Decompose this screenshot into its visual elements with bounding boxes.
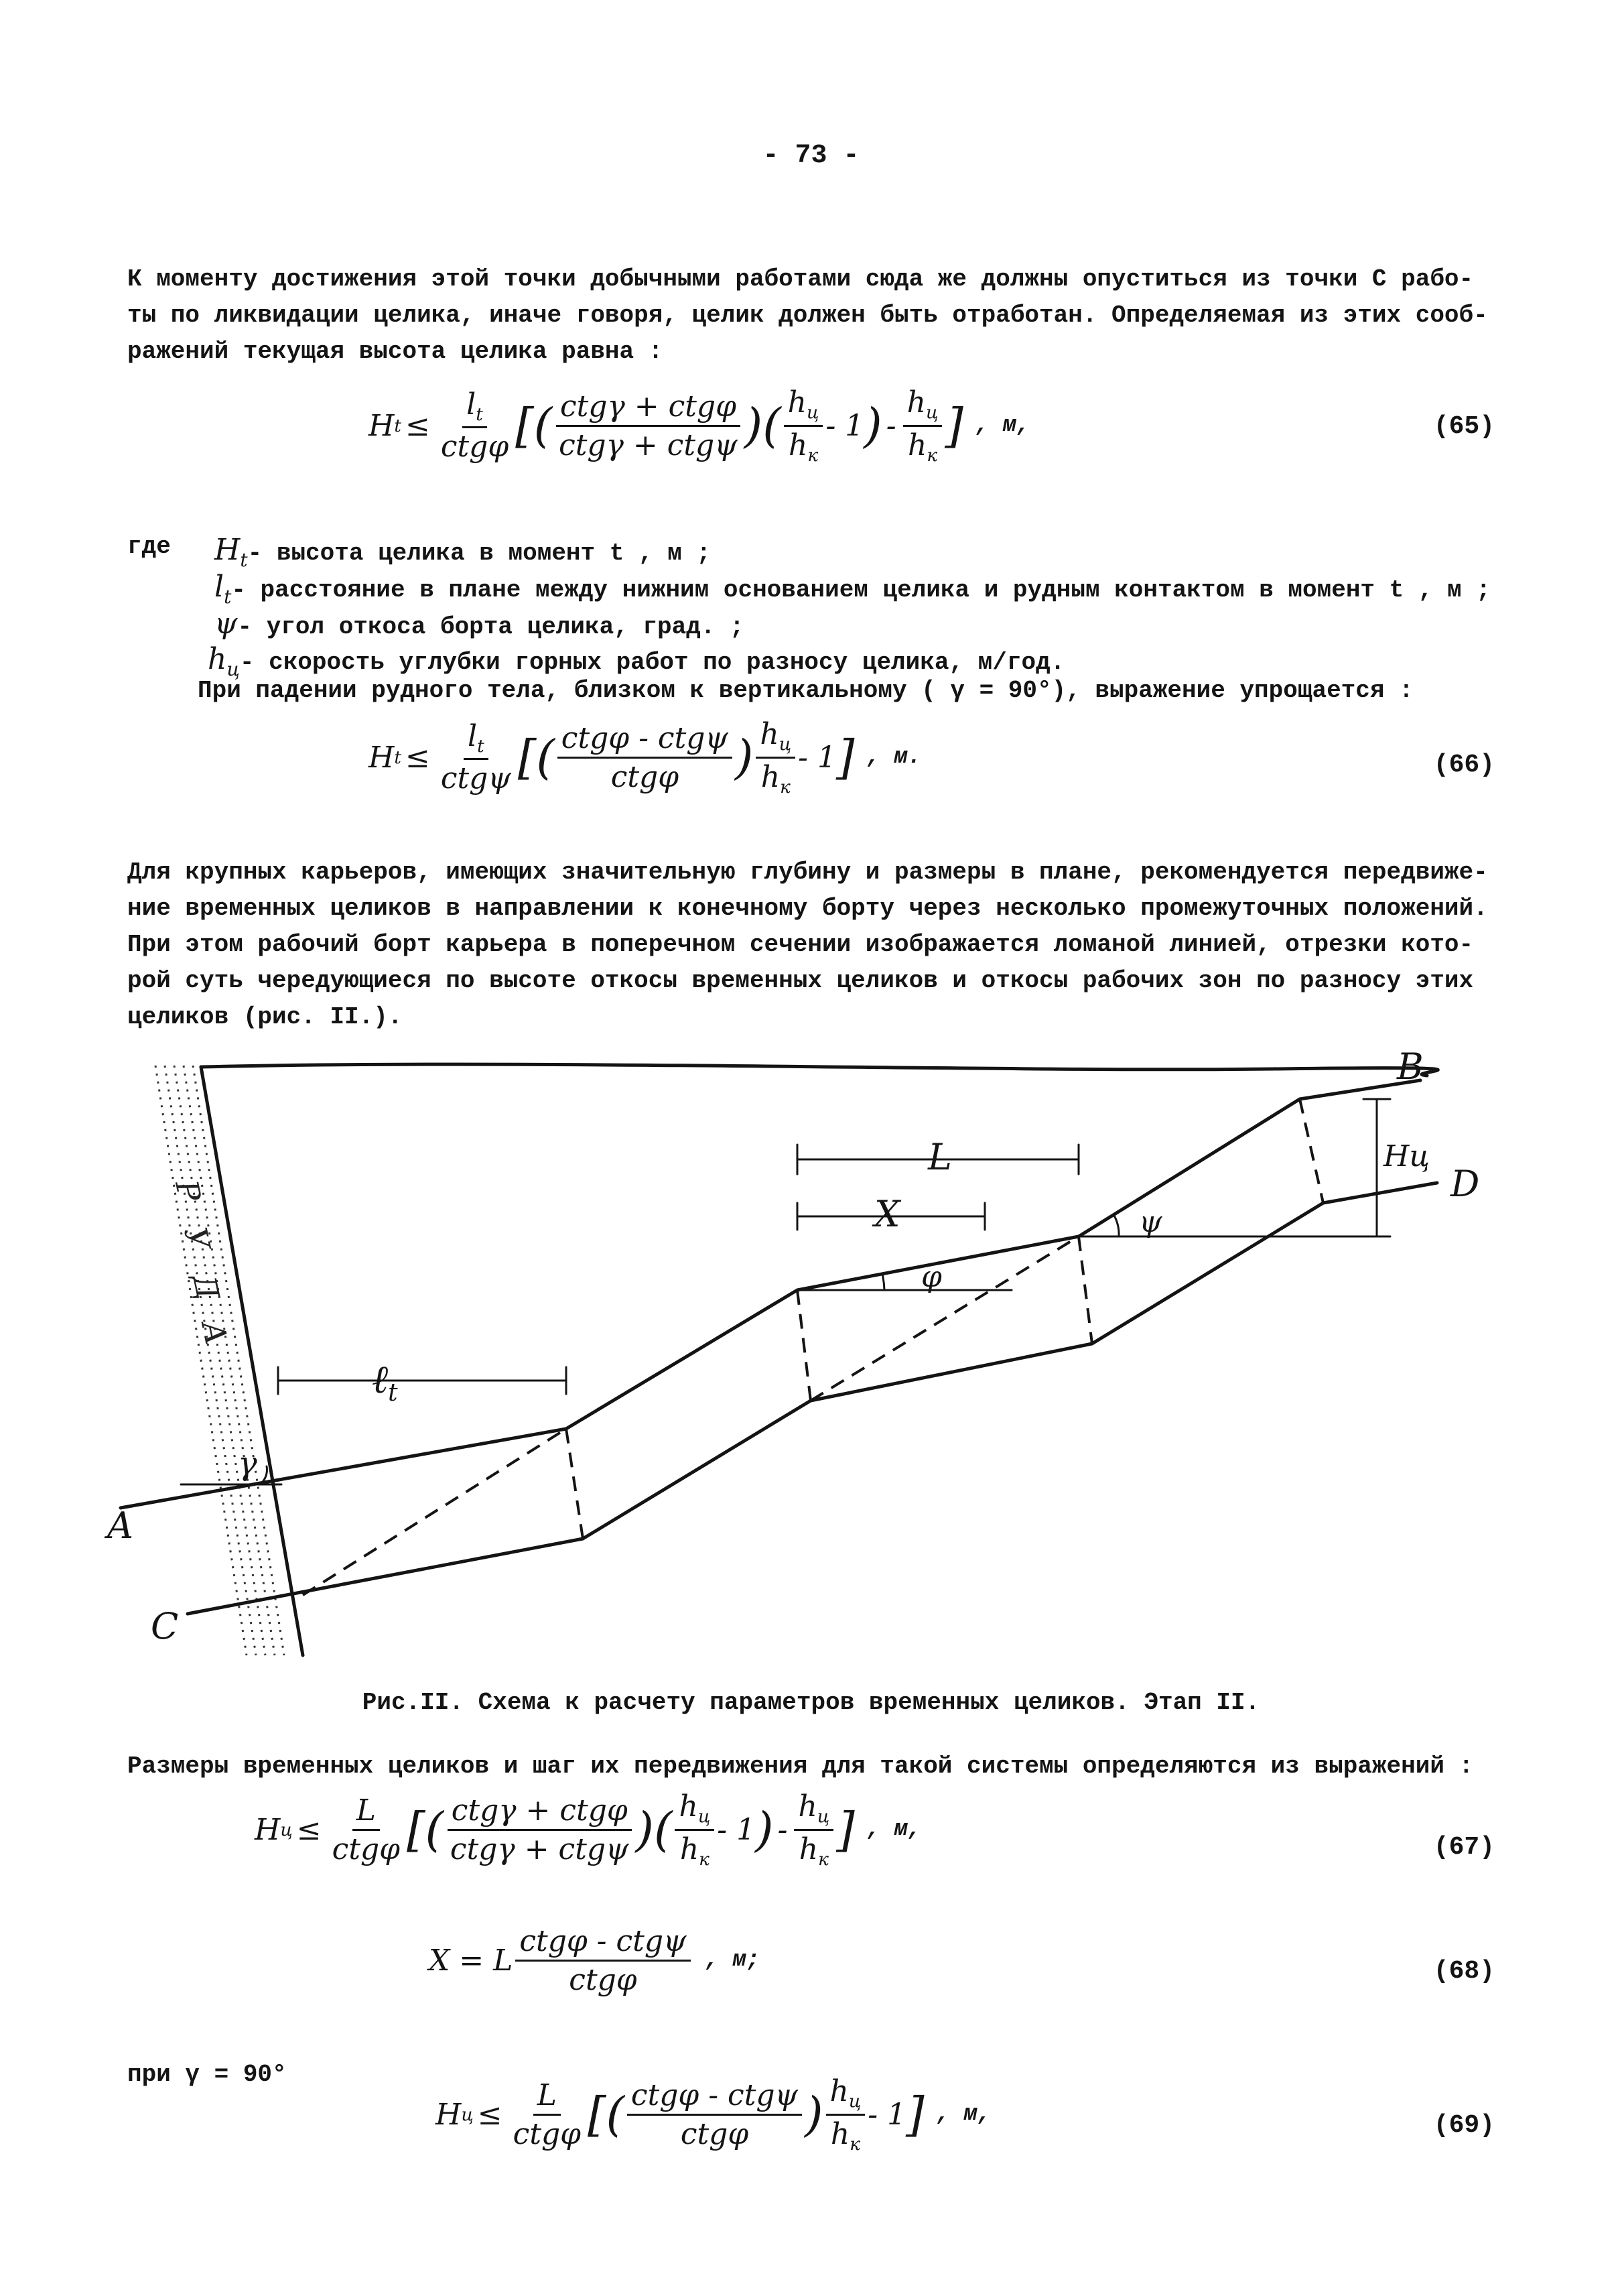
label-L: L — [928, 1136, 952, 1178]
definition-item — [214, 570, 1491, 608]
label-A: A — [107, 1505, 133, 1547]
equation-number-65: (65) — [1433, 412, 1495, 441]
equation-number-66: (66) — [1433, 751, 1495, 779]
phi-angle-arc — [882, 1274, 884, 1290]
label-C: C — [151, 1605, 179, 1647]
h-den-sub: к — [850, 2133, 860, 2155]
def-text: - скорость углубки горных работ по разносу целика, м/год. — [239, 649, 1065, 676]
inner-den: ctgφ — [680, 2116, 749, 2151]
equation-66: H t ≤ $\frac{l_t}{\text{ctgψ}}$ [( $\frac{\text{ctgφ - ctgψ}}{\text{ctgφ}}$ ) $\frac{h_ц}{h_к}$ - 1 ] , м. — [368, 717, 922, 798]
h-num: h — [829, 2074, 849, 2109]
eq-relation: ≤ — [405, 408, 430, 443]
eq-lhs-sub: t — [394, 415, 401, 436]
where-label: где — [127, 533, 171, 560]
inner-fraction — [627, 2078, 802, 2151]
eq-unit: , м, — [936, 2102, 992, 2127]
coef-den: ctgψ — [440, 761, 511, 796]
h-num: h — [787, 385, 807, 420]
dimensions-sentence: Размеры временных целиков и шаг их передвижения для такой системы определяются из выражений : — [127, 1752, 1474, 1780]
coef-fraction — [437, 387, 513, 464]
ore-letter: А — [194, 1318, 235, 1348]
coef-den: ctgφ — [332, 1832, 400, 1866]
def-symbol-sub: t — [224, 585, 232, 608]
def-symbol: l — [214, 570, 224, 604]
lt-sub: t — [388, 1379, 398, 1407]
minus: - — [777, 1812, 788, 1847]
equation-number-69: (69) — [1433, 2111, 1495, 2140]
h-den-sub: к — [818, 1848, 829, 1870]
equation-number-68: (68) — [1433, 1957, 1495, 1986]
minus-one: - 1 — [717, 1812, 756, 1847]
minus-one: - 1 — [868, 2097, 906, 2132]
h-den-sub: к — [699, 1848, 709, 1870]
eq-relation: ≤ — [405, 740, 430, 775]
upper-board-line-AB — [121, 1080, 1420, 1508]
ground-surface-line — [201, 1064, 1438, 1076]
inner-num: ctgγ + ctgφ — [556, 389, 740, 427]
h-den-sub: к — [927, 444, 938, 466]
x-num: ctgφ - ctgψ — [515, 1924, 690, 1962]
coef-num-sub: t — [477, 736, 484, 757]
text-line: Для крупных карьеров, имеющих значительную глубину и размеры в плане, рекомендуется передвиже- — [127, 858, 1488, 886]
eq-unit: , м, — [866, 1817, 922, 1842]
def-symbol: h — [208, 642, 227, 676]
coef-num: L — [533, 2078, 561, 2116]
text-line: рой суть чередующиеся по высоте откосы временных целиков и откосы рабочих зон по разносу этих — [127, 967, 1474, 995]
eq-lhs: H — [435, 2097, 462, 2132]
h-fraction — [675, 1789, 714, 1869]
x-den: ctgφ — [569, 1962, 637, 1997]
coef-fraction — [509, 2078, 585, 2151]
h-num: h — [679, 1789, 698, 1824]
def-text: - высота целика в момент t , м ; — [247, 539, 711, 567]
eq-lhs: X = L — [429, 1943, 513, 1978]
def-text: - угол откоса борта целика, град. ; — [237, 613, 744, 641]
inner-num: ctgφ - ctgψ — [627, 2078, 802, 2116]
lt-symbol: ℓ — [372, 1356, 389, 1402]
ore-letter: Р — [168, 1177, 208, 1205]
ore-hatching — [155, 1066, 284, 1655]
def-text: - расстояние в плане между нижним основанием целика и рудным контактом в момент t , м ; — [231, 576, 1491, 604]
text-line: ние временных целиков в направлении к конечному борту через несколько промежуточных положений. — [127, 895, 1488, 922]
inner-fraction — [557, 721, 732, 794]
text-line: целиков (рис. II.). — [127, 1003, 403, 1031]
eq-lhs: H — [255, 1812, 281, 1847]
label-Hc: Hц — [1383, 1139, 1430, 1173]
eq-lhs-sub: t — [394, 747, 401, 768]
definition-item — [214, 533, 711, 571]
equation-68 — [429, 1917, 760, 2004]
page-number: - 73 - — [762, 141, 860, 171]
label-gamma: γ — [238, 1445, 257, 1482]
eq-relation: ≤ — [296, 1812, 322, 1847]
h-num-sub: ц — [779, 734, 792, 755]
h-num-sub: ц — [807, 402, 819, 424]
def-symbol-sub: ц — [226, 657, 240, 680]
definition-item — [208, 642, 1065, 680]
pillar-edge-dashed — [1300, 1099, 1323, 1203]
coef-num: l — [468, 718, 478, 753]
label-D: D — [1450, 1163, 1480, 1205]
h-den: h — [760, 759, 781, 794]
h-num: h — [760, 717, 779, 752]
intro-paragraph — [127, 261, 1521, 370]
eq-relation: ≤ — [477, 2097, 502, 2132]
eq-lhs: H — [368, 740, 395, 775]
eq-unit: , м, — [975, 413, 1030, 438]
h-num-sub: ц — [925, 402, 939, 424]
h-den: h — [830, 2116, 850, 2151]
condition-gamma-90: при γ = 90° — [127, 2061, 287, 2088]
h-fraction — [826, 2074, 866, 2154]
inner-num: ctgφ - ctgψ — [557, 721, 732, 759]
simplify-sentence: При падении рудного тела, близком к вертикальному ( γ = 90°), выражение упрощается : — [198, 677, 1414, 704]
equation-number-67: (67) — [1433, 1833, 1495, 1862]
h-num-sub: ц — [848, 2091, 862, 2112]
eq-unit: , м; — [705, 1948, 760, 1973]
ore-letter: Д — [186, 1271, 226, 1303]
pillar-edge-dashed — [797, 1290, 811, 1401]
coef-fraction — [328, 1793, 404, 1866]
eq-lhs-sub: ц — [461, 2104, 474, 2125]
coef-num-sub: t — [476, 404, 483, 426]
coef-num: l — [466, 387, 476, 422]
text-line: При этом рабочий борт карьера в поперечном сечении изображается ломаной линией, отрезки кото- — [127, 931, 1474, 958]
inner-fraction — [446, 1793, 633, 1866]
coef-den: ctgφ — [440, 430, 509, 464]
eq-lhs-sub: ц — [280, 1819, 293, 1840]
minus-one: - 1 — [798, 740, 837, 775]
h-den-sub: к — [807, 444, 819, 466]
h-num: h — [906, 385, 926, 420]
coef-fraction — [437, 719, 515, 795]
coef-den: ctgφ — [513, 2116, 581, 2151]
eq-lhs: H — [368, 408, 395, 443]
pillar-scheme-figure — [0, 1032, 1622, 1675]
definition-item — [214, 607, 744, 641]
x-fraction — [515, 1924, 690, 1997]
h-den: h — [789, 428, 808, 462]
def-symbol: ψ — [214, 607, 238, 641]
inner-num: ctgγ + ctgφ — [448, 1793, 632, 1831]
minus-one: - 1 — [825, 408, 864, 443]
inner-den: ctgγ + ctgψ — [450, 1832, 629, 1866]
h-den: h — [679, 1832, 699, 1866]
equation-65: H t ≤ $\frac{l_t}{\text{ctgφ}}$ [( $\frac{\text{ctgγ + ctgφ}}{\text{ctgγ + ctgψ}}$ )( $\frac{h_ц}{h_к}$ - 1 ) - $\frac{h_ц}{h_к}$ ] , м, — [368, 385, 1030, 466]
equation-69: H ц ≤ $\frac{L}{\text{ctgφ}}$ [( $\frac{\text{ctgφ - ctgψ}}{\text{ctgφ}}$ ) $\frac{h_ц}{h_к}$ - 1 ] , м, — [435, 2074, 992, 2155]
h-fraction — [784, 385, 823, 465]
ore-letter: У — [177, 1224, 217, 1253]
label-X: X — [874, 1193, 900, 1235]
def-symbol-sub: t — [240, 548, 248, 571]
psi-angle-arc — [1113, 1214, 1119, 1236]
pillar-edge-dashed — [1079, 1236, 1092, 1344]
h-fraction-2 — [903, 385, 943, 465]
figure-caption: Рис.II. Схема к расчету параметров временных целиков. Этап II. — [362, 1689, 1260, 1716]
inner-den: ctgφ — [610, 759, 679, 794]
text-line: ты по ликвидации целика, иначе говоря, целик должен быть отработан. Определяемая из этих сооб- — [127, 302, 1488, 329]
text-line: ражений текущая высота целика равна : — [127, 338, 663, 365]
h-den-sub: к — [780, 776, 791, 798]
coef-num: L — [352, 1793, 380, 1831]
minus: - — [886, 408, 896, 443]
label-psi: ψ — [1139, 1205, 1162, 1239]
large-pits-paragraph — [127, 854, 1521, 1035]
h-num-sub: ц — [697, 1806, 711, 1828]
h-den: h — [799, 1832, 819, 1866]
h-fraction — [756, 717, 795, 797]
h-num: h — [798, 1789, 817, 1824]
h-den: h — [907, 428, 927, 462]
inner-fraction — [555, 389, 742, 462]
h-num-sub: ц — [817, 1806, 830, 1828]
label-lt — [372, 1356, 398, 1407]
text-line: К моменту достижения этой точки добычными работами сюда же должны опуститься из точки С рабо- — [127, 265, 1474, 293]
pillar-edge-dashed — [566, 1429, 583, 1539]
h-fraction-2 — [794, 1789, 833, 1869]
eq-unit: , м. — [866, 745, 922, 770]
def-symbol: H — [214, 533, 241, 567]
label-phi: φ — [921, 1260, 942, 1294]
label-B: B — [1397, 1045, 1424, 1088]
equation-67: H ц ≤ $\frac{L}{\text{ctgφ}}$ [( $\frac{\text{ctgγ + ctgφ}}{\text{ctgγ + ctgψ}}$ )( $\frac{h_ц}{h_к}$ - 1 ) - $\frac{h_ц}{h_к}$ ] , м, — [255, 1789, 922, 1870]
inner-den: ctgγ + ctgψ — [559, 428, 738, 462]
